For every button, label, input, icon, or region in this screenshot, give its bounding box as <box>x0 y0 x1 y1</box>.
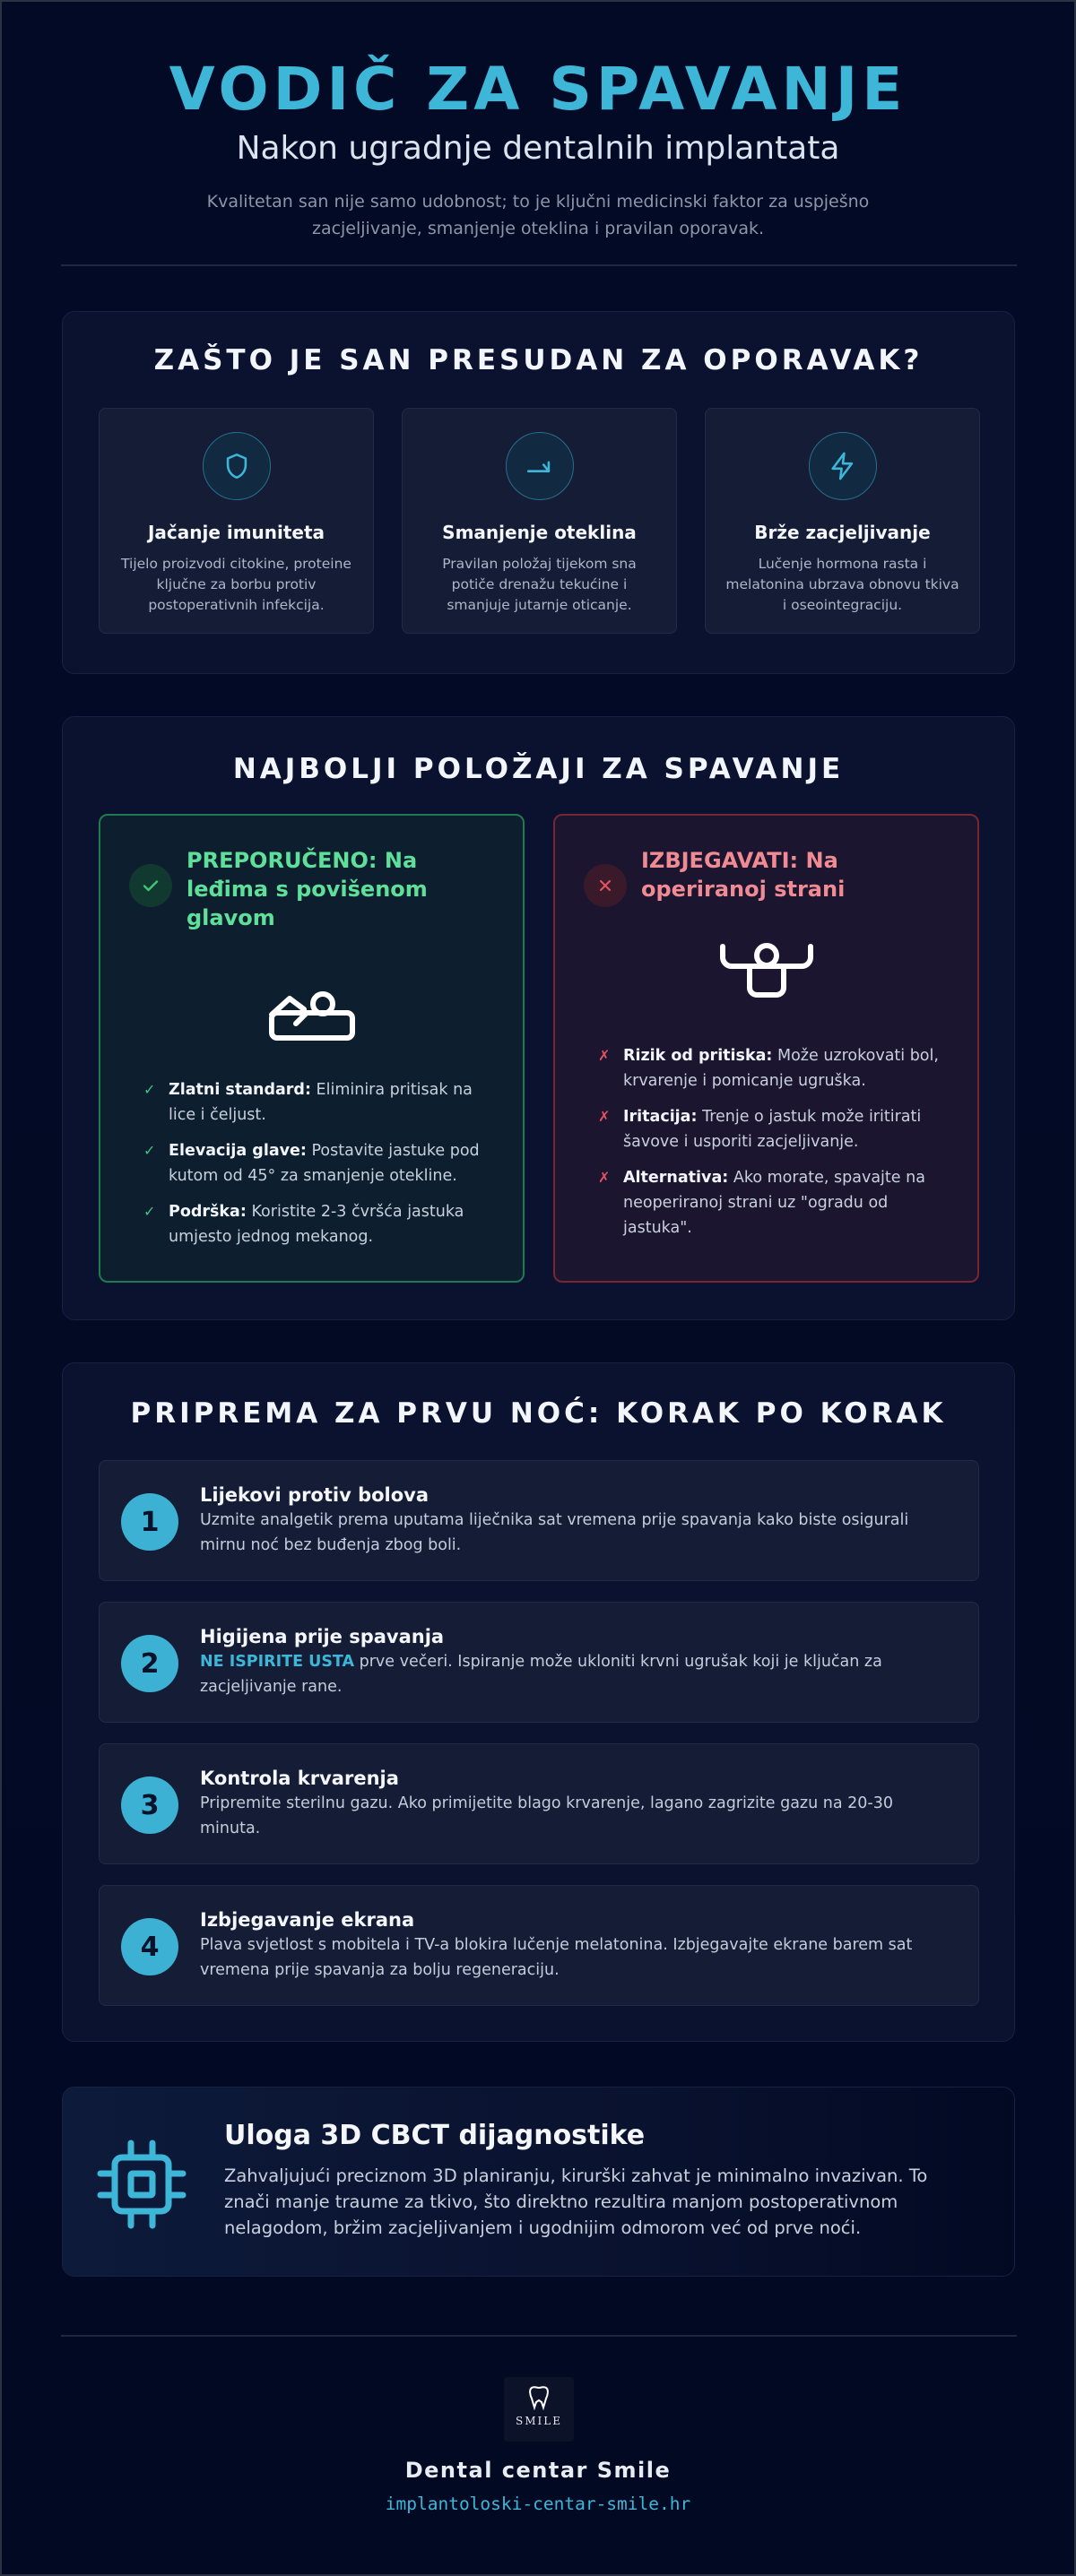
x-mark-icon: ✗ <box>598 1108 611 1125</box>
check-icon <box>129 864 172 907</box>
list-item: ✗ Iritacija: Trenje o jastuk može iritirati šavove i usporiti zacjeljivanje. <box>598 1104 939 1154</box>
why-card-title: Smanjenje oteklina <box>442 522 637 543</box>
step-text: Pripremite sterilnu gazu. Ako primijetite blago krvarenje, lagano zagrizite gazu na 20-30 minuta. <box>200 1794 893 1837</box>
step-text: Uzmite analgetik prema uputama liječnika sat vremena prije spavanja kako biste osigurali mirnu noć bez buđenja zbog boli. <box>200 1511 909 1554</box>
positions-section <box>62 716 1015 1320</box>
logo-text: SMILE <box>516 2415 562 2427</box>
hero <box>2 2 1074 242</box>
step-card <box>99 1885 979 2006</box>
why-card-title: Brže zacjeljivanje <box>754 522 931 543</box>
step-number: 3 <box>121 1776 178 1834</box>
logo <box>504 2377 574 2442</box>
avoid-list <box>598 1043 939 1251</box>
why-card-healing <box>705 408 980 634</box>
divider <box>61 2335 1017 2337</box>
avoid-card <box>553 814 979 1283</box>
cbct-title: Uloga 3D CBCT dijagnostike <box>224 2120 646 2151</box>
side-sleep-icon <box>555 936 977 1011</box>
x-mark-icon: ✗ <box>598 1047 611 1064</box>
step-card <box>99 1602 979 1723</box>
x-mark-icon: ✗ <box>598 1169 611 1186</box>
step-text: Plava svjetlost s mobitela i TV-a blokira lučenje melatonina. Izbjegavajte ekrane barem sat vremena prije spavanja za bolju regeneraciju. <box>200 1936 913 1979</box>
section-title: NAJBOLJI POLOŽAJI ZA SPAVANJE <box>232 753 845 785</box>
tooth-icon <box>526 2384 551 2411</box>
cross-icon <box>584 864 627 907</box>
shield-icon <box>203 432 271 500</box>
avoid-heading: IZBJEGAVATI: Na operiranoj strani <box>641 848 846 902</box>
check-mark-icon: ✓ <box>143 1081 156 1098</box>
website-link[interactable]: implantoloski-centar-smile.hr <box>385 2494 691 2514</box>
step-card <box>99 1743 979 1864</box>
chip-icon <box>95 2138 188 2235</box>
check-mark-icon: ✓ <box>143 1203 156 1220</box>
section-title: PRIPREMA ZA PRVU NOĆ: KORAK PO KORAK <box>130 1397 947 1430</box>
why-section <box>62 311 1015 674</box>
step-title: Kontrola krvarenja <box>200 1768 399 1789</box>
why-card-immunity <box>99 408 374 634</box>
section-title: ZAŠTO JE SAN PRESUDAN ZA OPORAVAK? <box>153 344 924 376</box>
step-text: NE ISPIRITE USTA prve večeri. Ispiranje može ukloniti krvni ugrušak koji je ključan za zacjeljivanje rane. <box>200 1653 882 1696</box>
warning-highlight: NE ISPIRITE USTA <box>200 1653 355 1671</box>
list-item: ✗ Alternativa: Ako morate, spavajte na neoperiranoj strani uz "ogradu od jastuka". <box>598 1165 939 1240</box>
why-card-title: Jačanje imuniteta <box>147 522 325 543</box>
why-card-swelling <box>402 408 677 634</box>
why-card-text: Tijelo proizvodi citokine, proteine ključne za borbu protiv postoperativnih infekcija. <box>121 556 351 613</box>
trend-down-icon <box>506 432 574 500</box>
clinic-name: Dental centar Smile <box>404 2458 672 2483</box>
list-item: ✗ Rizik od pritiska: Može uzrokovati bol, krvarenje i pomicanje ugruška. <box>598 1043 939 1094</box>
lightning-icon <box>809 432 877 500</box>
recommended-list <box>143 1077 484 1260</box>
recommended-heading: PREPORUČENO: Na leđima s povišenom glavom <box>187 848 428 930</box>
cbct-text: Zahvaljujući preciznom 3D planiranju, kirurški zahvat je minimalno invazivan. To znači manje traume za tkivo, što direktno rezultira manjom postoperativnom nelagodom, bržim zacjeljivanjem i ugodnijim odmorom već od prve noći. <box>224 2165 928 2238</box>
steps-section <box>62 1362 1015 2042</box>
list-item: ✓ Zlatni standard: Eliminira pritisak na lice i čeljust. <box>143 1077 484 1128</box>
step-number: 4 <box>121 1918 178 1975</box>
divider <box>61 264 1017 266</box>
why-card-text: Lučenje hormona rasta i melatonina ubrzava obnovu tkiva i oseointegraciju. <box>725 556 959 613</box>
bed-icon <box>100 986 523 1047</box>
step-card <box>99 1460 979 1581</box>
recommended-card <box>99 814 525 1283</box>
page-subtitle: Nakon ugradnje dentalnih implantata <box>236 130 840 167</box>
step-title: Lijekovi protiv bolova <box>200 1484 430 1506</box>
page-title: VODIČ ZA SPAVANJE <box>169 55 907 124</box>
step-title: Izbjegavanje ekrana <box>200 1909 415 1931</box>
list-item: ✓ Elevacija glave: Postavite jastuke pod kutom od 45° za smanjenje otekline. <box>143 1138 484 1189</box>
step-number: 2 <box>121 1635 178 1692</box>
list-item: ✓ Podrška: Koristite 2-3 čvršća jastuka umjesto jednog mekanog. <box>143 1199 484 1249</box>
step-number: 1 <box>121 1493 178 1551</box>
intro-text: Kvalitetan san nije samo udobnost; to je ključni medicinski faktor za uspješno zacjeljivanje, smanjenje oteklina i pravilan oporavak. <box>206 192 870 238</box>
check-mark-icon: ✓ <box>143 1142 156 1159</box>
why-card-text: Pravilan položaj tijekom sna potiče drenažu tekućine i smanjuje jutarnje oticanje. <box>442 556 637 613</box>
step-title: Higijena prije spavanja <box>200 1626 445 1647</box>
cbct-section <box>62 2087 1015 2277</box>
